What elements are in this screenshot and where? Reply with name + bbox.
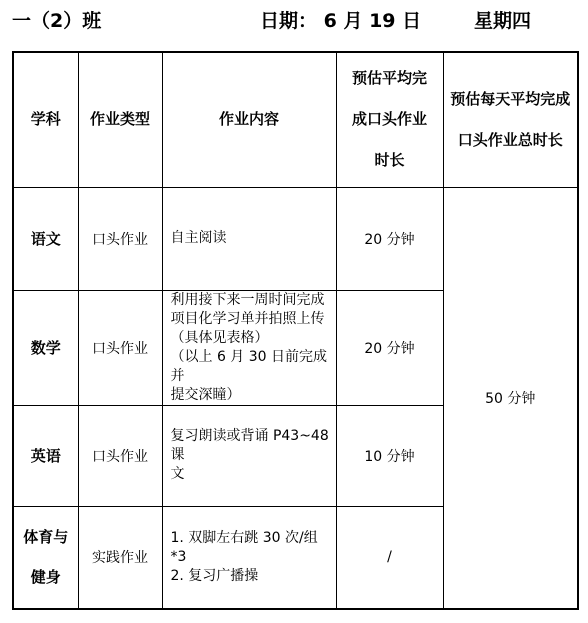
time-cell: 20 分钟: [336, 187, 443, 290]
weekday-label: 星期四: [474, 10, 532, 32]
time-cell: 10 分钟: [336, 405, 443, 506]
header-total-time-line: 预估每天平均完成: [450, 89, 571, 108]
subject-cell: 数学: [13, 290, 78, 405]
content-cell: [162, 405, 336, 506]
time-cell: 20 分钟: [336, 290, 443, 405]
header-total-time: [443, 52, 578, 187]
subject-cell: 英语: [13, 405, 78, 506]
date-label: 日期： 6 月 19 日: [260, 10, 422, 32]
header-total-time-line: 口头作业总时长: [457, 130, 563, 149]
header-avg-time-line: 预估平均完: [351, 69, 427, 88]
subject-line: 健身: [30, 568, 61, 587]
table-header-row: [13, 52, 578, 187]
class-label: 一（2）班: [12, 10, 102, 32]
content-line: 利用接下来一周时间完成: [170, 291, 325, 308]
subject-cell: [13, 506, 78, 609]
header-type: 作业类型: [78, 52, 162, 187]
content-cell: [162, 506, 336, 609]
type-cell: 口头作业: [78, 405, 162, 506]
type-cell: 口头作业: [78, 187, 162, 290]
header-avg-time: [336, 52, 443, 187]
content-line: 文: [170, 466, 185, 482]
content-line: 2. 复习广播操: [170, 567, 259, 584]
table-row: [13, 187, 578, 290]
type-cell: 口头作业: [78, 290, 162, 405]
content-line: 项目化学习单并拍照上传: [170, 310, 325, 327]
header-content: 作业内容: [162, 52, 336, 187]
header-avg-time-line: 成口头作业: [351, 110, 427, 129]
content-line: 自主阅读: [170, 230, 227, 246]
content-cell: [162, 187, 336, 290]
total-time-cell: 50 分钟: [443, 187, 578, 609]
content-line: 提交深瞳）: [170, 386, 241, 403]
subject-line: 体育与: [23, 528, 69, 547]
time-cell: /: [336, 506, 443, 609]
content-line: 复习朗读或背诵 P43~48 课: [170, 428, 329, 463]
homework-table: [12, 51, 579, 610]
content-line: 1. 双脚左右跳 30 次/组*3: [170, 529, 318, 565]
content-line: （以上 6 月 30 日前完成并: [170, 348, 328, 384]
header-avg-time-line: 时长: [374, 151, 405, 170]
header-subject: 学科: [13, 52, 78, 187]
content-line: （具体见表格）: [170, 329, 269, 346]
type-cell: 实践作业: [78, 506, 162, 609]
subject-cell: 语文: [13, 187, 78, 290]
content-cell: [162, 290, 336, 405]
